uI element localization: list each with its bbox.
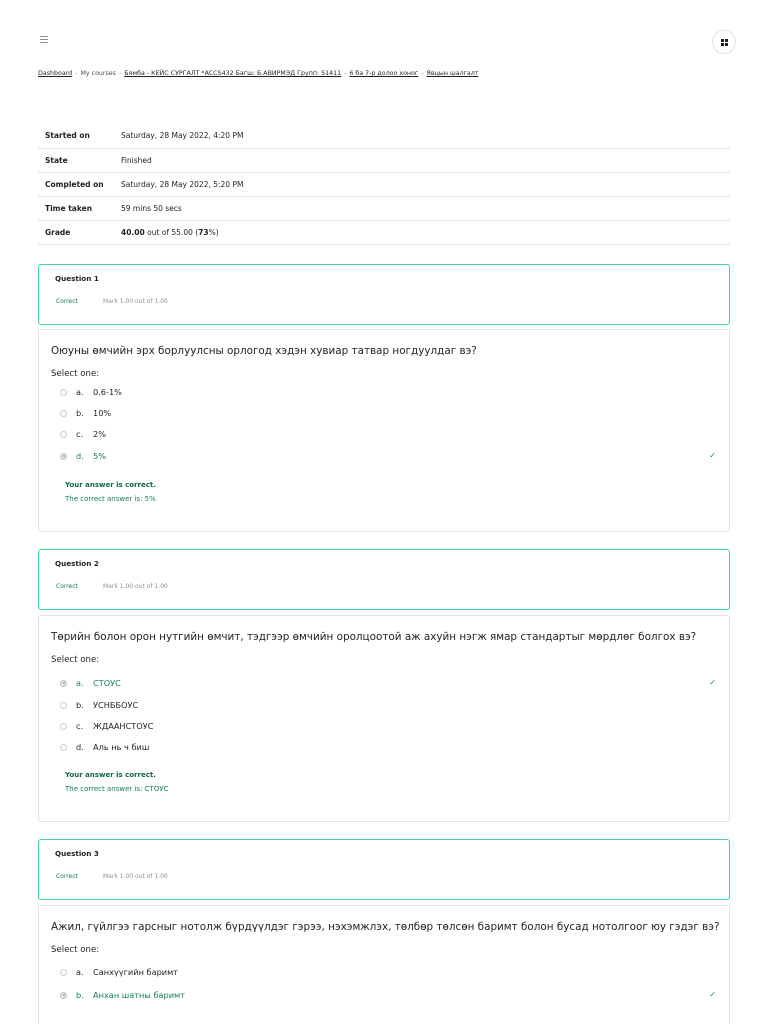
- breadcrumb-my-courses: My courses: [80, 70, 116, 77]
- option-a[interactable]: a. Санхүүгийн баримт: [60, 966, 720, 978]
- summary-row-state: State Finished: [38, 148, 730, 172]
- option-b[interactable]: b. УСНББОУС: [60, 699, 720, 711]
- breadcrumb-course[interactable]: Бямба - КЕЙС СУРГАЛТ *ACCS432 Багш: Б.АВИРМЭД Групп: S1411: [124, 70, 342, 77]
- option-a[interactable]: a. 0.6-1%: [60, 386, 720, 398]
- summary-row-completed: Completed on Saturday, 28 May 2022, 5:20 PM: [38, 172, 730, 196]
- question-3-content: [38, 905, 730, 1024]
- feedback-title: Your answer is correct.: [65, 771, 156, 779]
- breadcrumb-quiz[interactable]: Явцын шалгалт: [426, 70, 479, 77]
- question-state: Correct: [56, 873, 78, 880]
- radio-button-checked[interactable]: [60, 680, 67, 687]
- hamburger-icon: [40, 36, 48, 37]
- apps-menu-button[interactable]: [712, 30, 736, 54]
- question-mark: Mark 1.00 out of 1.00: [103, 298, 168, 305]
- summary-row-time: Time taken 59 mins 50 secs: [38, 196, 730, 220]
- question-text: Ажил, гүйлгээ гарсныг нотолж бүрдүүлдэг гэрээ, нэхэмжлэх, төлбөр төлсөн баримт болон бусад нотолгоог юу гэдэг вэ?: [51, 921, 720, 933]
- select-prompt: Select one:: [51, 945, 100, 955]
- option-d[interactable]: d. Аль нь ч биш: [60, 741, 720, 753]
- question-1-content: [38, 329, 730, 532]
- breadcrumb-dashboard[interactable]: Dashboard: [38, 70, 73, 77]
- option-b[interactable]: b. Анхан шатны баримт ✓: [60, 989, 720, 1001]
- radio-button[interactable]: [60, 702, 67, 709]
- breadcrumb-week[interactable]: 6 ба 7-р долоо хоног: [349, 70, 419, 77]
- radio-button[interactable]: [60, 723, 67, 730]
- question-mark: Mark 1.00 out of 1.00: [103, 583, 168, 590]
- hamburger-menu-button[interactable]: [40, 36, 48, 45]
- question-2-info: [38, 549, 730, 610]
- question-3-info: [38, 839, 730, 900]
- question-mark: Mark 1.00 out of 1.00: [103, 873, 168, 880]
- feedback: [65, 771, 169, 793]
- option-c[interactable]: c. 2%: [60, 428, 720, 440]
- option-a[interactable]: a. СТОУС ✓: [60, 677, 720, 689]
- question-state: Correct: [56, 583, 78, 590]
- radio-button[interactable]: [60, 410, 67, 417]
- question-2-content: [38, 615, 730, 822]
- grid-icon: [721, 39, 728, 46]
- option-d[interactable]: d. 5% ✓: [60, 450, 720, 462]
- check-icon: ✓: [709, 451, 716, 460]
- question-number: Question 1: [55, 274, 99, 283]
- question-1-info: [38, 264, 730, 325]
- radio-button[interactable]: [60, 969, 67, 976]
- feedback: [65, 481, 156, 503]
- select-prompt: Select one:: [51, 655, 100, 665]
- option-c[interactable]: c. ЖДААНСТОУС: [60, 720, 720, 732]
- summary-row-grade: Grade 40.00 out of 55.00 (73%): [38, 220, 730, 244]
- option-b[interactable]: b. 10%: [60, 407, 720, 419]
- question-text: Оюуны өмчийн эрх борлуулсны орлогод хэдэн хувиар татвар ногдуулдаг вэ?: [51, 345, 477, 357]
- right-answer: The correct answer is: СТОУС: [65, 785, 169, 793]
- check-icon: ✓: [709, 990, 716, 999]
- question-number: Question 2: [55, 559, 99, 568]
- question-state: Correct: [56, 298, 78, 305]
- radio-button[interactable]: [60, 431, 67, 438]
- summary-row-started: Started on Saturday, 28 May 2022, 4:20 PM: [38, 124, 730, 148]
- select-prompt: Select one:: [51, 369, 100, 379]
- radio-button[interactable]: [60, 389, 67, 396]
- breadcrumb: Dashboard - My courses - Бямба - КЕЙС СУРГАЛТ *ACCS432 Багш: Б.АВИРМЭД Групп: S1411 - 6 ба 7-р долоо хоног - Явцын шалгалт: [38, 70, 479, 77]
- check-icon: ✓: [709, 678, 716, 687]
- question-number: Question 3: [55, 849, 99, 858]
- question-text: Төрийн болон орон нутгийн өмчит, тэдгээр өмчийн оролцоотой аж ахуйн нэгж ямар стандартыг мөрдлөг болгох вэ?: [51, 631, 697, 643]
- feedback-title: Your answer is correct.: [65, 481, 156, 489]
- radio-button[interactable]: [60, 744, 67, 751]
- right-answer: The correct answer is: 5%: [65, 495, 156, 503]
- radio-button-checked[interactable]: [60, 453, 67, 460]
- radio-button-checked[interactable]: [60, 992, 67, 999]
- attempt-summary-table: [38, 124, 730, 245]
